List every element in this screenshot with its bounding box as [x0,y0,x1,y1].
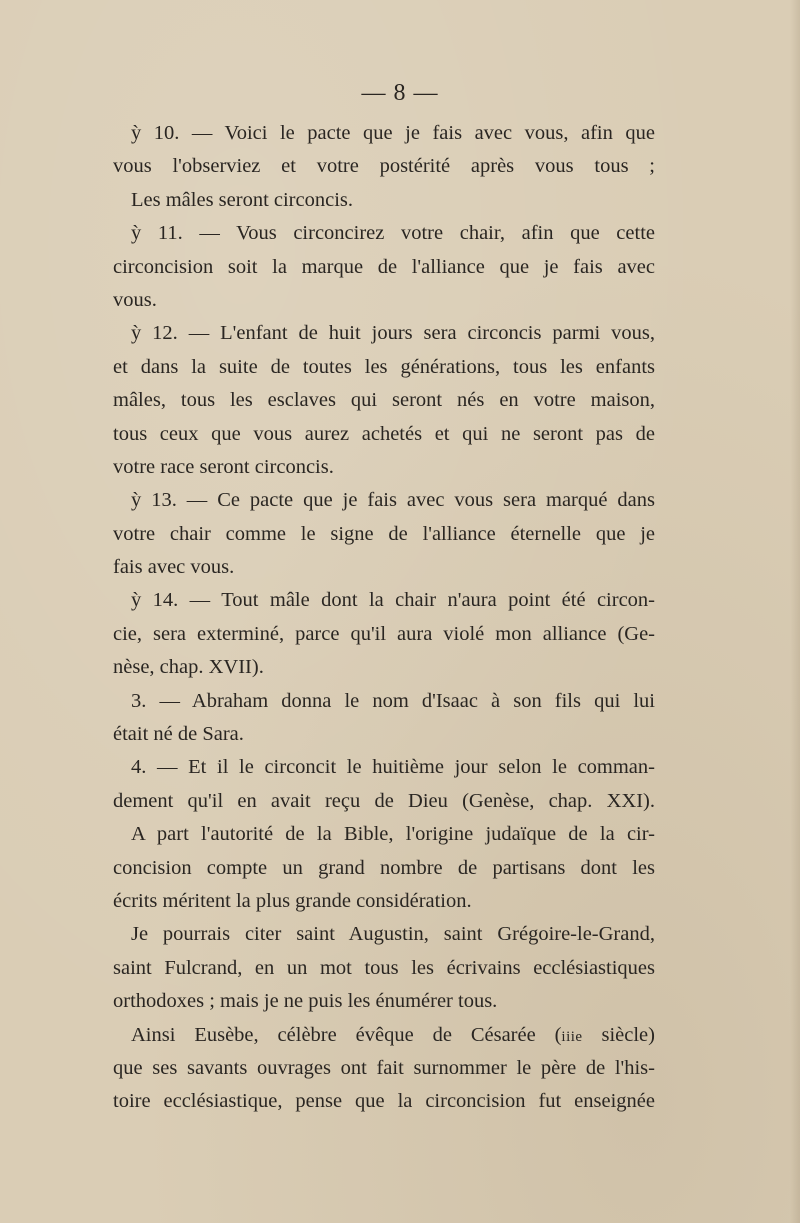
text-line: vous l'observiez et votre postérité après vous tous ; [113,155,655,178]
text-line: ỳ 10. — Voici le pacte que je fais avec vous, afin que [131,122,655,144]
text-fragment: siècle) [582,1023,655,1046]
text-line: ỳ 11. — Vous circoncirez votre chair, afin que cette [131,222,655,245]
text-line: cie, sera exterminé, parce qu'il aura violé mon alliance (Ge- [113,622,655,645]
text-line: Les mâles seront circoncis. [131,188,354,211]
text-line: orthodoxes ; mais je ne puis les énumérer tous. [113,990,498,1013]
page-number: — 8 — [361,80,439,106]
text-line: circoncision soit la marque de l'alliance que je fais avec [113,255,655,278]
text-line: écrits méritent la plus grande considération. [113,889,472,912]
text-line: ỳ 14. — Tout mâle dont la chair n'aura point été circon- [131,589,655,612]
text-line: ỳ 13. — Ce pacte que je fais avec vous sera marqué dans [131,489,655,512]
text-line: nèse, chap. XVII). [113,656,264,679]
text-line: concision compte un grand nombre de partisans dont les [113,856,655,879]
text-line: tous ceux que vous aurez achetés et qui ne seront pas de [113,422,655,445]
text-line: votre race seront circoncis. [113,455,334,478]
text-line: saint Fulcrand, en un mot tous les écrivains ecclésiastiques [113,956,655,979]
text-line: votre chair comme le signe de l'alliance éternelle que je [113,522,655,545]
text-line: 4. — Et il le circoncit le huitième jour selon le comman- [131,756,655,779]
century-numeral: iiie [561,1028,583,1045]
text-line: que ses savants ouvrages ont fait surnommer le père de l'his- [113,1056,655,1079]
text-line-with-century [113,1019,655,1052]
text-line: fais avec vous. [113,556,235,579]
text-line: était né de Sara. [113,723,244,746]
text-line: et dans la suite de toutes les générations, tous les enfants [113,355,655,378]
body-text [113,117,655,1119]
text-line: ỳ 12. — L'enfant de huit jours sera circoncis parmi vous, [131,322,655,345]
text-line: vous. [113,288,157,311]
text-fragment: Ainsi Eusèbe, célèbre évêque de Césarée ( [131,1023,562,1046]
text-line: toire ecclésiastique, pense que la circoncision fut enseignée [113,1090,655,1113]
text-line: A part l'autorité de la Bible, l'origine judaïque de la cir- [131,823,655,846]
text-line: dement qu'il en avait reçu de Dieu (Genèse, chap. XXI). [113,789,655,812]
text-line: Je pourrais citer saint Augustin, saint Grégoire-le-Grand, [131,923,655,946]
text-line: 3. — Abraham donna le nom d'Isaac à son fils qui lui [131,689,655,712]
page-edge-shadow [790,0,800,1223]
text-line: mâles, tous les esclaves qui seront nés en votre maison, [113,389,655,412]
